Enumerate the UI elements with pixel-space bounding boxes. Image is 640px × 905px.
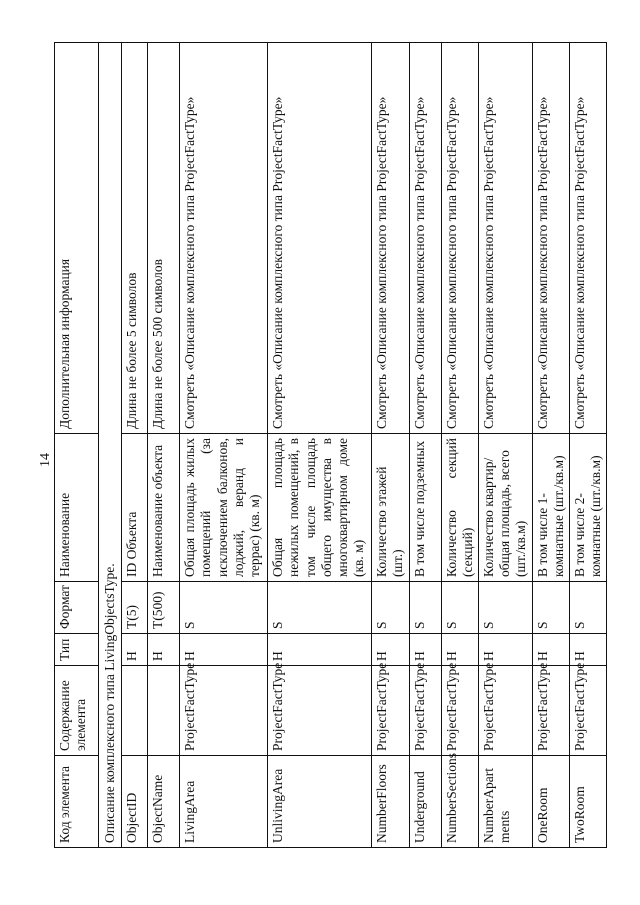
cell-info: Длина не более 5 символов (122, 43, 148, 434)
table-header-row (55, 43, 99, 848)
page-number: 14 (38, 453, 53, 467)
cell-code: ObjectName (148, 756, 180, 848)
cell-code: NumberApartments (478, 756, 532, 848)
cell-type: Н (409, 634, 441, 666)
cell-code: ObjectID (122, 756, 148, 848)
cell-type: Н (569, 634, 606, 666)
cell-code: TwoRoom (569, 756, 606, 848)
header-info: Дополнительная информация (55, 43, 99, 434)
cell-name: Количество этажей (шт.) (372, 434, 409, 582)
header-name: Наименование (55, 434, 99, 582)
cell-format: S (268, 582, 372, 634)
cell-info: Смотреть «Описание комплексного типа ProjectFactType» (478, 43, 532, 434)
table-row (148, 43, 180, 848)
cell-info: Смотреть «Описание комплексного типа ProjectFactType» (268, 43, 372, 434)
cell-name: Количество квартир/общая площадь, всего (шт./кв.м) (478, 434, 532, 582)
cell-name: В том числе подземных (409, 434, 441, 582)
elements-table (54, 42, 607, 848)
table-row (268, 43, 372, 848)
cell-name: В том числе 1-комнатные (шт./кв.м) (532, 434, 569, 582)
cell-content: ProjectFactType (478, 666, 532, 756)
header-format: Формат (55, 582, 99, 634)
cell-name: Количество секций (секций) (441, 434, 478, 582)
cell-type: Н (441, 634, 478, 666)
cell-name: ID Объекта (122, 434, 148, 582)
cell-code: NumberSections (441, 756, 478, 848)
cell-content: ProjectFactType (441, 666, 478, 756)
cell-format: S (409, 582, 441, 634)
cell-format: S (478, 582, 532, 634)
cell-info: Смотреть «Описание комплексного типа ProjectFactType» (180, 43, 268, 434)
rotated-table-wrapper (54, 43, 604, 848)
cell-format: T(500) (148, 582, 180, 634)
cell-info: Смотреть «Описание комплексного типа ProjectFactType» (441, 43, 478, 434)
cell-format: S (569, 582, 606, 634)
table-row (441, 43, 478, 848)
cell-name: Наименование объекта (148, 434, 180, 582)
cell-format: S (372, 582, 409, 634)
cell-type: Н (268, 634, 372, 666)
cell-content: ProjectFactType (532, 666, 569, 756)
table-row (180, 43, 268, 848)
cell-type: Н (180, 634, 268, 666)
cell-content: ProjectFactType (180, 666, 268, 756)
cell-name: В том числе 2-комнатные (шт./кв.м) (569, 434, 606, 582)
cell-content: ProjectFactType (409, 666, 441, 756)
cell-info: Смотреть «Описание комплексного типа ProjectFactType» (532, 43, 569, 434)
table-row (122, 43, 148, 848)
table-row (478, 43, 532, 848)
cell-type: Н (148, 634, 180, 666)
table-row (409, 43, 441, 848)
header-content: Содержание элемента (55, 666, 99, 756)
cell-type: Н (532, 634, 569, 666)
cell-content (148, 666, 180, 756)
cell-type: Н (122, 634, 148, 666)
cell-content: ProjectFactType (569, 666, 606, 756)
cell-format: S (180, 582, 268, 634)
header-type: Тип (55, 634, 99, 666)
header-code: Код элемента (55, 756, 99, 848)
cell-code: NumberFloors (372, 756, 409, 848)
cell-content: ProjectFactType (268, 666, 372, 756)
cell-info: Длина не более 500 символов (148, 43, 180, 434)
cell-format: S (532, 582, 569, 634)
cell-name: Общая площадь нежилых помещений, в том числе площадь общего имущества в многоквартирном доме (кв. м) (268, 434, 372, 582)
cell-code: UnlivingArea (268, 756, 372, 848)
cell-type: Н (478, 634, 532, 666)
cell-type: Н (372, 634, 409, 666)
cell-content (122, 666, 148, 756)
section-row (99, 43, 122, 848)
cell-format: T(5) (122, 582, 148, 634)
cell-info: Смотреть «Описание комплексного типа ProjectFactType» (409, 43, 441, 434)
section-title: Описание комплексного типа LivingObjectsType. (99, 43, 122, 848)
cell-format: S (441, 582, 478, 634)
cell-code: Underground (409, 756, 441, 848)
table-row (372, 43, 409, 848)
cell-info: Смотреть «Описание комплексного типа ProjectFactType» (372, 43, 409, 434)
cell-content: ProjectFactType (372, 666, 409, 756)
cell-code: OneRoom (532, 756, 569, 848)
cell-code: LivingArea (180, 756, 268, 848)
table-row (532, 43, 569, 848)
table-row (569, 43, 606, 848)
cell-name: Общая площадь жилых помещений (за исключением балконов, лоджий, веранд и террас) (кв. м) (180, 434, 268, 582)
cell-info: Смотреть «Описание комплексного типа ProjectFactType» (569, 43, 606, 434)
